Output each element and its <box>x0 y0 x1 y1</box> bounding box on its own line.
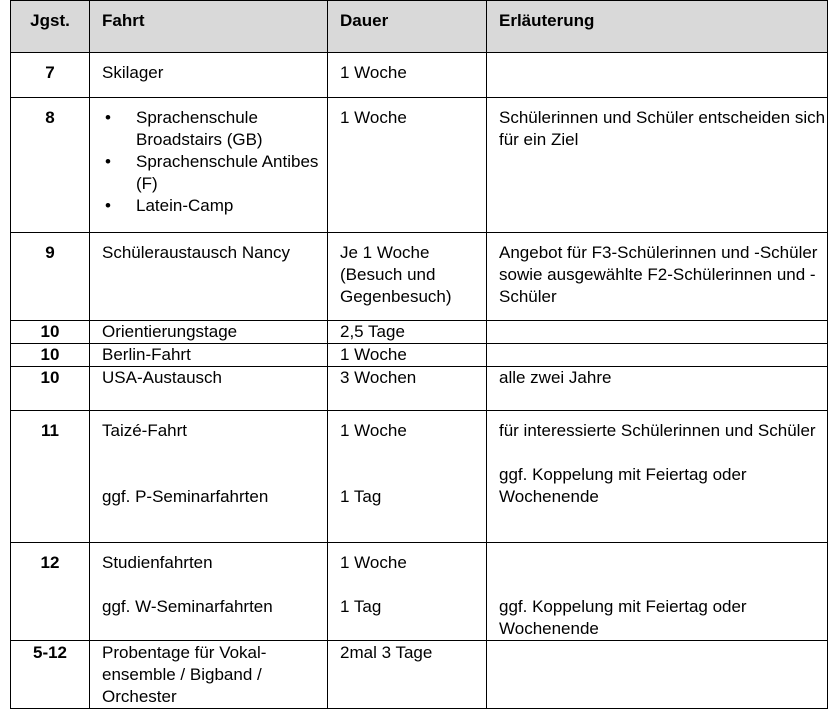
header-erlaeuterung: Erläuterung <box>487 1 828 53</box>
table-row <box>11 321 828 344</box>
cell-jgst: 12 <box>11 543 90 641</box>
cell-fahrt <box>90 543 328 641</box>
cell-dauer: 1 Woche <box>328 98 487 233</box>
note: für interessierte Schülerinnen und Schüler <box>499 421 816 440</box>
cell-dauer: 3 Wochen <box>328 367 487 411</box>
cell-fahrt: Probentage für Vokal-ensemble / Bigband / Orchester <box>90 641 328 709</box>
trip-name-secondary: ggf. P-Seminarfahrten <box>102 487 269 506</box>
table-row <box>11 411 828 543</box>
cell-jgst: 7 <box>11 53 90 98</box>
cell-dauer <box>328 543 487 641</box>
list-item: • Sprachenschule Antibes (F) <box>136 151 327 195</box>
cell-dauer: 1 Woche <box>328 344 487 367</box>
cell-jgst: 8 <box>11 98 90 233</box>
cell-erlaeuterung <box>487 543 828 641</box>
table-row <box>11 543 828 641</box>
table-row <box>11 641 828 709</box>
cell-fahrt <box>90 98 328 233</box>
cell-fahrt: Schüleraustausch Nancy <box>90 233 328 321</box>
cell-dauer: Je 1 Woche (Besuch und Gegenbesuch) <box>328 233 487 321</box>
table-row <box>11 344 828 367</box>
trip-name: Taizé-Fahrt <box>102 421 188 440</box>
cell-jgst: 5-12 <box>11 641 90 709</box>
header-jgst: Jgst. <box>11 1 90 53</box>
list-item: • Sprachenschule Broadstairs (GB) <box>136 107 327 151</box>
table-row <box>11 233 828 321</box>
table-row <box>11 53 828 98</box>
duration: 1 Woche <box>340 553 407 572</box>
cell-dauer: 2mal 3 Tage <box>328 641 487 709</box>
destination-list <box>102 107 327 217</box>
trip-name: Studienfahrten <box>102 553 213 572</box>
cell-jgst: 11 <box>11 411 90 543</box>
cell-erlaeuterung <box>487 411 828 543</box>
cell-erlaeuterung <box>487 53 828 98</box>
cell-jgst: 10 <box>11 321 90 344</box>
note-secondary: ggf. Koppelung mit Feiertag oder Wochenende <box>499 465 747 506</box>
cell-fahrt: Berlin-Fahrt <box>90 344 328 367</box>
cell-fahrt: USA-Austausch <box>90 367 328 411</box>
cell-dauer: 1 Woche <box>328 53 487 98</box>
cell-dauer <box>328 411 487 543</box>
cell-erlaeuterung: Schülerinnen und Schüler entscheiden sich für ein Ziel <box>487 98 828 233</box>
note <box>499 552 827 574</box>
travel-table <box>10 0 828 709</box>
trip-name-secondary: ggf. W-Seminarfahrten <box>102 597 273 616</box>
cell-erlaeuterung: alle zwei Jahre <box>487 367 828 411</box>
cell-erlaeuterung: Angebot für F3-Schülerinnen und -Schüler sowie ausgewählte F2-Schülerinnen und -Schüler <box>487 233 828 321</box>
cell-erlaeuterung <box>487 344 828 367</box>
header-row <box>11 1 828 53</box>
cell-jgst: 9 <box>11 233 90 321</box>
duration: 1 Woche <box>340 421 407 440</box>
cell-jgst: 10 <box>11 344 90 367</box>
cell-dauer: 2,5 Tage <box>328 321 487 344</box>
table-row <box>11 98 828 233</box>
cell-erlaeuterung <box>487 641 828 709</box>
header-dauer: Dauer <box>328 1 487 53</box>
list-item: • Latein-Camp <box>136 195 327 217</box>
duration-secondary: 1 Tag <box>340 487 382 506</box>
cell-jgst: 10 <box>11 367 90 411</box>
cell-fahrt: Orientierungstage <box>90 321 328 344</box>
cell-fahrt: Skilager <box>90 53 328 98</box>
cell-fahrt <box>90 411 328 543</box>
header-fahrt: Fahrt <box>90 1 328 53</box>
duration-secondary: 1 Tag <box>340 597 382 616</box>
cell-erlaeuterung <box>487 321 828 344</box>
table-row <box>11 367 828 411</box>
note-secondary: ggf. Koppelung mit Feiertag oder Wochenende <box>499 597 747 638</box>
